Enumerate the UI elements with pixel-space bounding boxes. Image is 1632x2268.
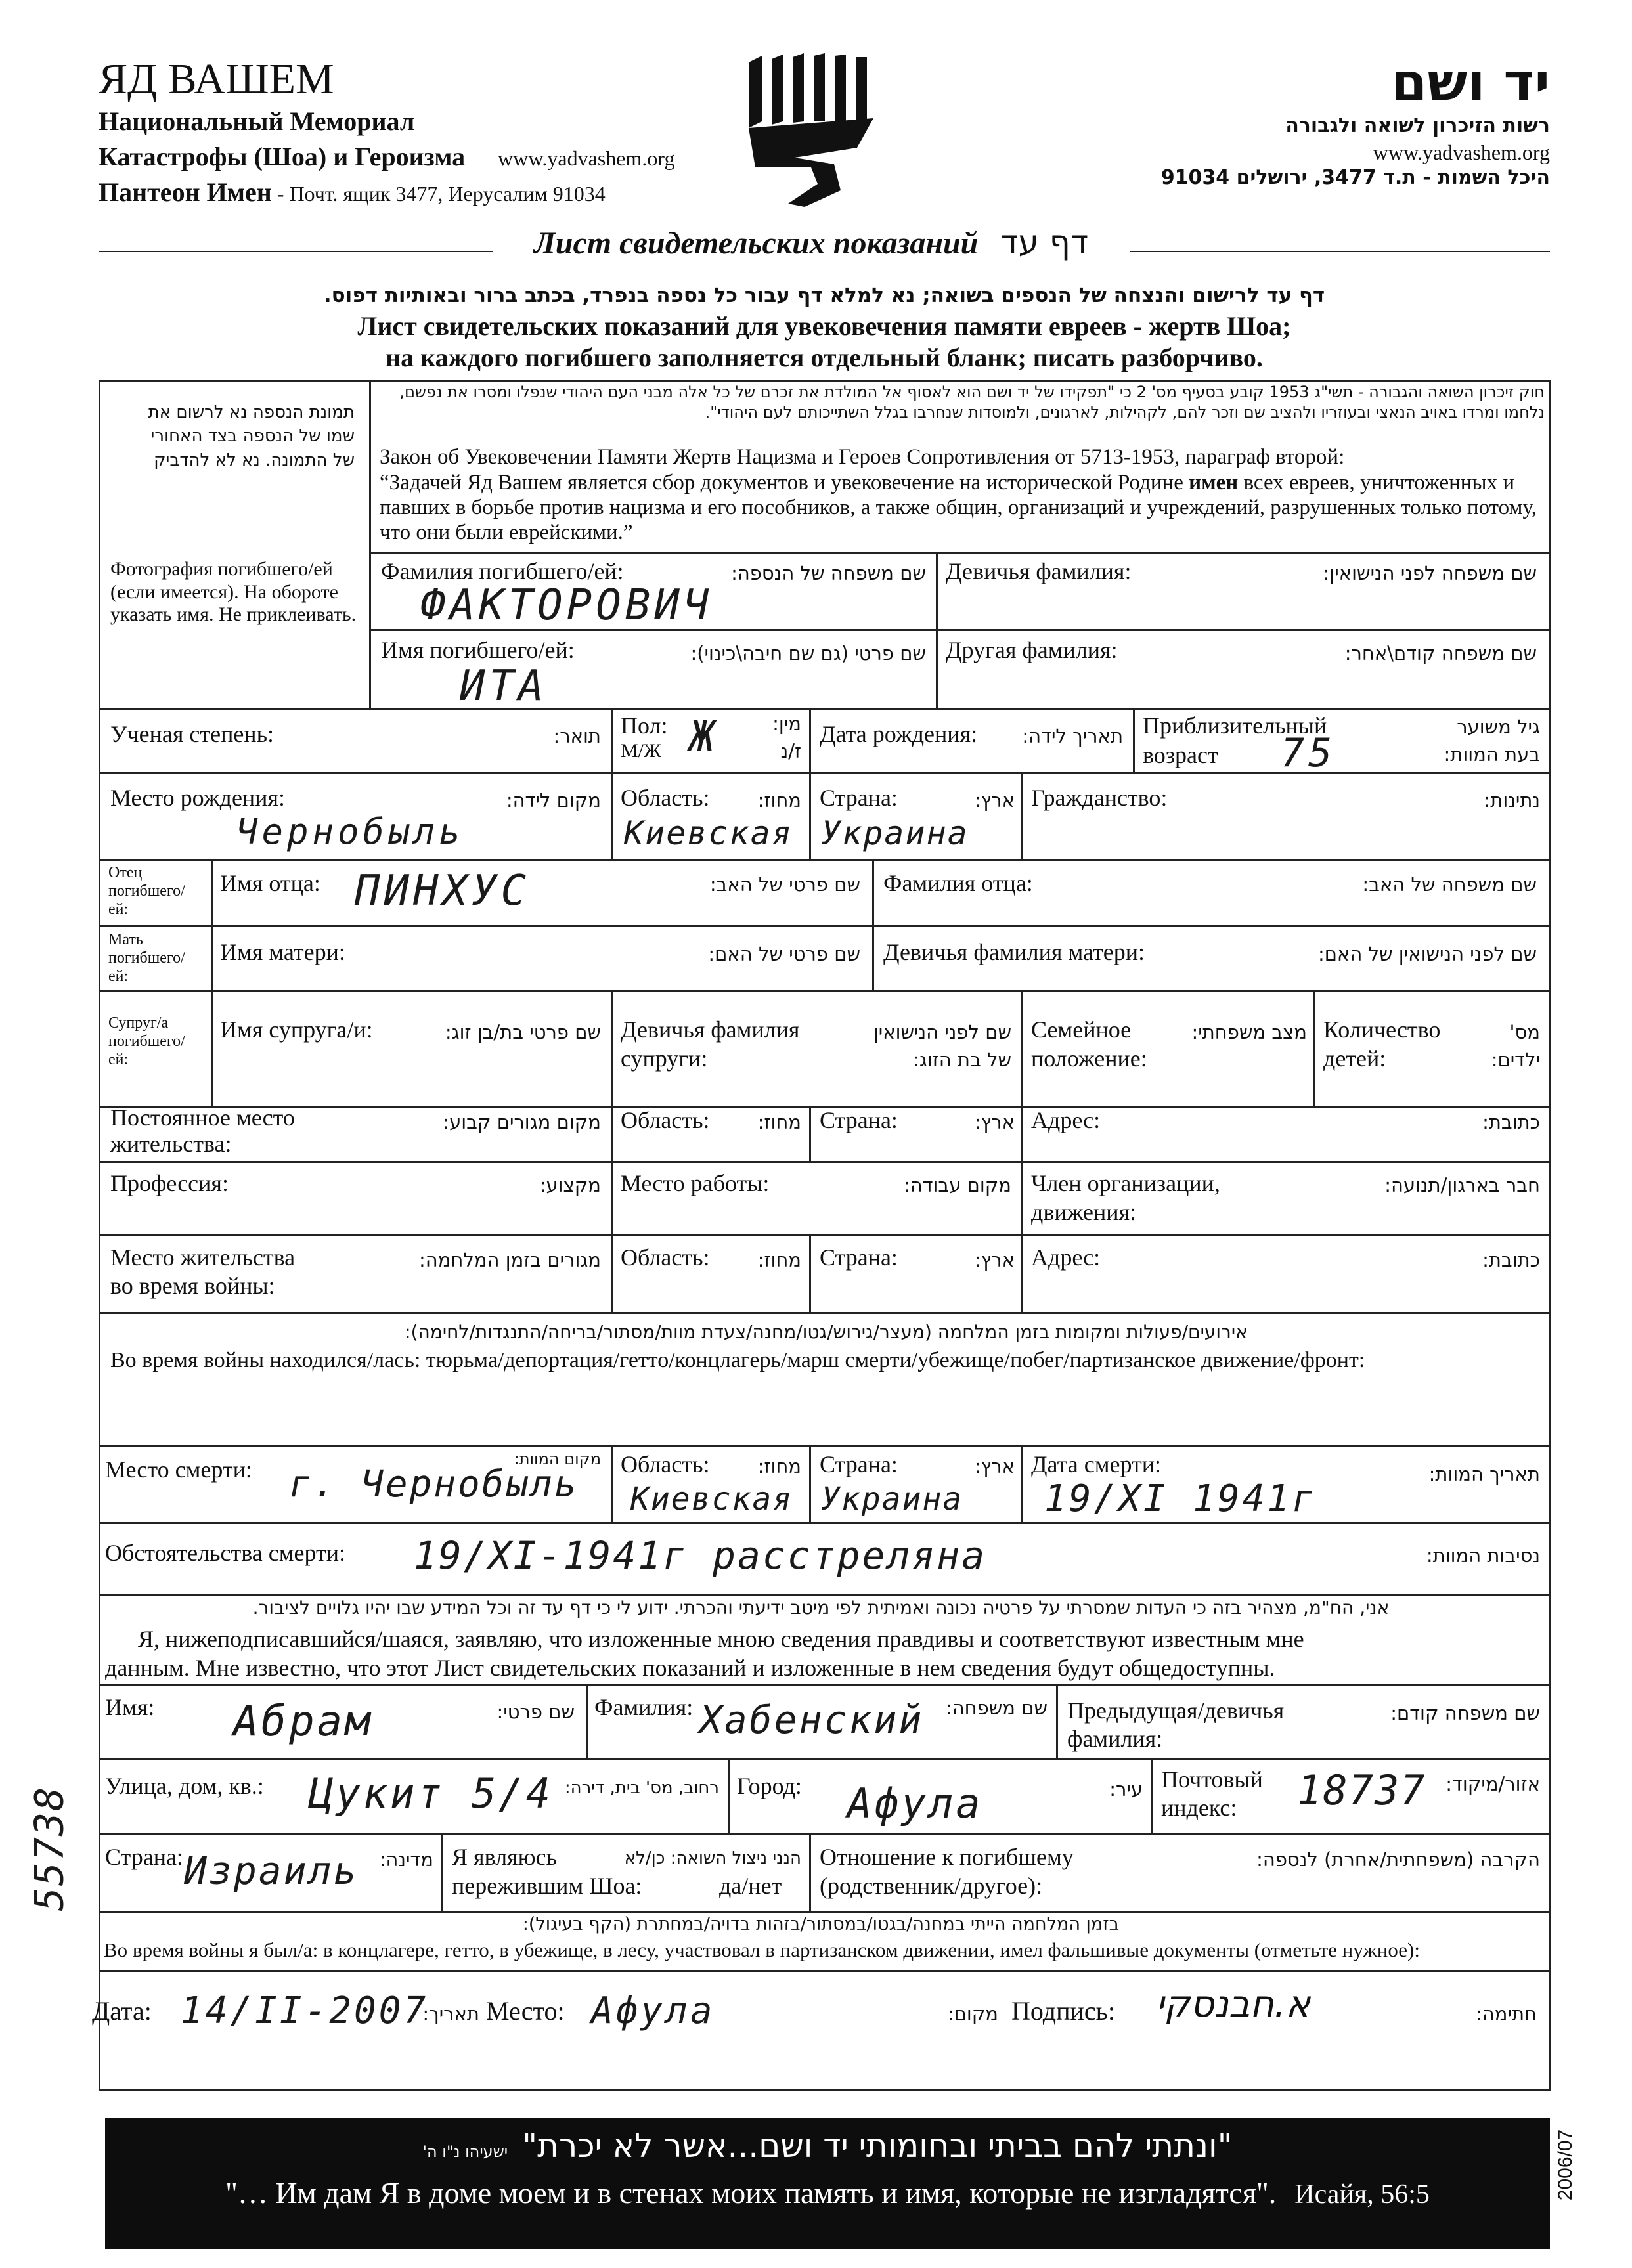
sex-label2: М/Ж [621, 740, 661, 762]
submitter-surname-value[interactable]: Хабенский [699, 1697, 924, 1742]
residence-label1: Постоянное место [110, 1104, 295, 1131]
death-place-he: מקום המוות: [514, 1450, 601, 1468]
relation-label1: Отношение к погибшему [820, 1844, 1074, 1870]
dob-divider [1133, 708, 1135, 772]
footer-place-he: מקום: [947, 2003, 998, 2025]
sub-addr-divider1 [728, 1758, 730, 1833]
spouse-divider1 [611, 990, 613, 1106]
survivor-he: הנני ניצול השואה: כן/לא [624, 1848, 801, 1868]
profession-label: Профессия: [110, 1170, 229, 1196]
banner-he-source: ישעיהו נ"ו ה' [422, 2143, 508, 2161]
spouse-side2: погибшего/ [108, 1033, 185, 1050]
victim-surname-value[interactable]: ФАКТОРОВИЧ [420, 581, 713, 630]
banner-ru-row [105, 2165, 1550, 2210]
birth-divider1 [611, 772, 613, 859]
victim-firstname-he: שם פרטי (גם שם חיבה\כינוי): [690, 642, 926, 665]
birthplace-label: Место рождения: [110, 785, 286, 811]
family-status-label1: Семейное [1031, 1016, 1132, 1043]
row-profession-bottom [99, 1234, 1551, 1236]
survivor-options[interactable]: да/нет [719, 1873, 782, 1899]
children-he1: מס' [1509, 1021, 1540, 1043]
spouse-side1: Супруг/а [108, 1014, 169, 1032]
submitter-street-he: רחוב, מס' בית, דירה: [564, 1778, 719, 1798]
children-label2: детей: [1323, 1045, 1386, 1072]
submitter-country-he: מדינה: [379, 1848, 433, 1871]
death-circumstances-label: Обстоятельства смерти: [105, 1540, 345, 1566]
workplace-he: מקום עבודה: [903, 1174, 1011, 1196]
title-rule-right [1130, 251, 1550, 252]
organization-label2: движения: [1031, 1199, 1137, 1225]
law-ru2-a: “Задачей Яд Вашем является сбор документов и увековечение на исторической Родине [380, 471, 1189, 494]
submitter-city-label: Город: [737, 1773, 802, 1799]
submitter-prev-label2: фамилия: [1067, 1726, 1163, 1752]
children-he2: ילדים: [1491, 1049, 1540, 1071]
victim-firstname-label: Имя погибшего/ей: [381, 637, 575, 663]
header-he [1130, 53, 1550, 191]
footer-place-value[interactable]: Афула [591, 1990, 715, 2032]
instructions [99, 281, 1550, 374]
spouse-maiden-he1: שם לפני הנישואין [873, 1021, 1011, 1043]
mother-name-he: שם פרטי של האם: [708, 943, 860, 965]
submitter-city-value[interactable]: Афула [847, 1779, 983, 1827]
ru-org-line1: Национальный Мемориал [99, 106, 415, 136]
death-divider1 [611, 1445, 613, 1522]
war-res-divider2 [809, 1234, 811, 1312]
form-title-he: דף עד [1000, 223, 1089, 261]
age-he1: גיל משוער [1457, 716, 1540, 738]
he-org-line3: היכל השמות - ת.ד 3477, ירושלים 91034 [1160, 165, 1550, 189]
degree-he: תואר: [553, 725, 601, 747]
mother-side1: Мать [108, 931, 143, 948]
res-address-label: Адрес: [1031, 1107, 1101, 1133]
law-ru2 [380, 471, 1549, 546]
footer-date-value[interactable]: 14/II-2007 [181, 1990, 429, 2032]
birth-region-value[interactable]: Киевская [624, 814, 793, 852]
ru-org-line3-row [99, 175, 729, 210]
mother-maiden-label: Девичья фамилия матери: [883, 939, 1145, 965]
victim-maiden-label: Девичья фамилия: [946, 558, 1132, 584]
sex-divider [809, 708, 811, 772]
organization-he: חבר בארגון/תנועה: [1384, 1174, 1540, 1196]
citizenship-label: Гражданство: [1031, 785, 1168, 811]
war-res-divider1 [611, 1234, 613, 1312]
birthplace-he: מקום לידה: [506, 789, 601, 812]
age-value[interactable]: 75 [1281, 730, 1336, 776]
victim-othername-he: שם משפחה קודם\אחר: [1344, 642, 1537, 665]
instructions-ru1: Лист свидетельских показаний для увековечения памяти евреев - жертв Шоа; [357, 311, 1291, 341]
father-surname-he: שם משפחה של האב: [1362, 873, 1537, 896]
sex-he1: מין: [772, 712, 801, 735]
law-ru2-c: всех евреев, уничтоженных и павших в борьбе против нацизма и его пособников, а также общин, организаций и учреждений, разрушенных только потому, что они были еврейскими.” [380, 471, 1537, 544]
citizenship-he: נתינות: [1484, 789, 1540, 812]
victim-maiden-he: שם משפחה לפני הנישואין: [1323, 562, 1537, 584]
workplace-label: Место работы: [621, 1170, 770, 1196]
res-address-he: כתובת: [1482, 1111, 1540, 1133]
sub-addr-divider2 [1151, 1758, 1153, 1833]
footer-signature[interactable]: א.חבנסקי [1156, 1983, 1311, 2026]
ru-org-line3-bold: Пантеон Имен [99, 177, 272, 207]
residence-he: מקום מגורים קבוע: [443, 1111, 601, 1133]
form-title-ru: Лист свидетельских показаний [533, 226, 979, 261]
ru-org-address: - Почт. ящик 3477, Иерусалим 91034 [271, 181, 606, 206]
spouse-name-he: שם פרטי בת/בן זוג: [445, 1021, 601, 1043]
organization-label1: Член организации, [1031, 1170, 1220, 1196]
scripture-banner [105, 2118, 1550, 2249]
photo-note-ru: Фотография погибшего/ей (если имеется). На обороте указать имя. Не приклеивать. [110, 558, 357, 625]
ru-org-line2-row [99, 139, 729, 175]
victim-firstname-value[interactable]: ИТА [460, 662, 548, 710]
submitter-name-label: Имя: [105, 1694, 155, 1720]
family-status-he: מצב משפחתי: [1191, 1021, 1307, 1043]
row-war-residence-bottom [99, 1312, 1551, 1314]
death-country-he: ארץ: [974, 1455, 1015, 1477]
birth-region-he: מחוז: [757, 789, 801, 812]
res-region-label: Область: [621, 1107, 710, 1133]
father-divider [872, 859, 874, 990]
submitter-war-ru: Во время войны я был/а: в концлагере, гетто, в убежище, в лесу, участвовал в партизанском движении, имел фальшивые документы (отметьте нужное): [104, 1938, 1420, 1961]
sub-name-divider1 [586, 1684, 588, 1758]
instructions-ru2: на каждого погибшего заполняется отдельный бланк; писать разборчиво. [386, 342, 1263, 372]
father-surname-label: Фамилия отца: [883, 870, 1033, 896]
law-bottom [369, 552, 1551, 554]
victim-surname-he: שם משפחה של הנספה: [731, 562, 926, 584]
birthplace-value[interactable]: Чернобыль [236, 811, 464, 852]
spouse-maiden-label1: Девичья фамилия [621, 1016, 800, 1043]
death-date-value[interactable]: 19/XI 1941г [1044, 1477, 1317, 1520]
war-residence-label2: во время войны: [110, 1273, 275, 1299]
photo-bottom [99, 708, 1551, 710]
birth-divider3 [1021, 772, 1023, 859]
relation-label2: (родственник/другое): [820, 1873, 1043, 1899]
res-region-he: מחוז: [757, 1111, 801, 1133]
banner-he-quote: "ונתתי להם בביתי ובחומותי יד ושם...אשר לא יכרת" [522, 2127, 1233, 2165]
birth-region-label: Область: [621, 785, 710, 811]
sex-he2: ז/נ [780, 740, 801, 762]
row-residence-bottom [99, 1161, 1551, 1163]
he-url: www.yadvashem.org [1373, 140, 1550, 164]
row-war-events-bottom [99, 1445, 1551, 1447]
banner-ru-quote: "… Им дам Я в доме моем и в стенах моих память и имя, которые не изгладятся". [225, 2176, 1277, 2210]
footer-place-label: Место: [486, 1996, 565, 2026]
mother-side3: ей: [108, 968, 129, 985]
row-mother-bottom [99, 990, 1551, 992]
submitter-country-value[interactable]: Израиль [184, 1848, 359, 1893]
death-divider3 [1021, 1445, 1023, 1522]
dob-label: Дата рождения: [820, 721, 978, 747]
war-events-he: אירועים/פעולות ומקומות בזמן המלחמה (מעצר/גירוש/גטו/מחנה/צעדת מוות/מסתור/בריחה/התנגדות/לחימה): [405, 1321, 1248, 1343]
spouse-name-label: Имя супруга/и: [220, 1016, 373, 1043]
submitter-zip-he: אזור/מיקוד: [1445, 1773, 1540, 1795]
row-submitter-war-bottom [99, 1970, 1551, 1972]
death-circumstances-value[interactable]: 19/XI-1941г расстреляна [414, 1533, 987, 1578]
submitter-prev-label1: Предыдущая/девичья [1067, 1697, 1285, 1724]
yad-vashem-logo [742, 49, 887, 213]
header-ru [99, 56, 729, 210]
mother-side2: погибшего/ [108, 949, 185, 967]
father-name-label: Имя отца: [220, 870, 320, 896]
submitter-street-value[interactable]: Цукит 5/4 [309, 1770, 553, 1818]
ru-org-title: ЯД ВАШЕМ [99, 55, 334, 103]
declaration-ru2: данным. Мне известно, что этот Лист свидетельских показаний и изложенные в нем сведения будут общедоступны. [105, 1655, 1275, 1681]
submitter-street-label: Улица, дом, кв.: [105, 1773, 264, 1799]
row-death-bottom [99, 1522, 1551, 1524]
war-country-label: Страна: [820, 1244, 898, 1271]
photo-divider [369, 380, 371, 708]
survivor-label1: Я являюсь [452, 1844, 557, 1870]
death-region-value[interactable]: Киевская [630, 1481, 793, 1517]
birth-country-value[interactable]: Украина [821, 814, 969, 852]
mother-name-label: Имя матери: [220, 939, 345, 965]
children-label1: Количество [1323, 1016, 1441, 1043]
war-res-divider3 [1021, 1234, 1023, 1312]
submitter-surname-he: שם משפחה: [945, 1697, 1048, 1719]
father-side1: Отец [108, 864, 143, 881]
death-country-value[interactable]: Украина [821, 1481, 963, 1517]
law-ru2-b: имен [1189, 471, 1239, 494]
survivor-label2: пережившим Шоа: [452, 1873, 642, 1899]
row-circumstances-bottom [99, 1594, 1551, 1596]
death-date-label: Дата смерти: [1031, 1451, 1162, 1477]
row-father-bottom [99, 925, 1551, 927]
law-ru1: Закон об Увековечении Памяти Жертв Нацизма и Героев Сопротивления от 5713-1953, параграф второй: [380, 445, 1345, 469]
spouse-side3: ей: [108, 1051, 129, 1068]
footer-date-he: תאריך: [422, 2003, 479, 2025]
war-region-he: מחוז: [757, 1249, 801, 1271]
banner-he-row [105, 2118, 1550, 2165]
death-circumstances-he: נסיבות המוות: [1426, 1544, 1540, 1567]
dob-he: תאריך לידה: [1022, 725, 1123, 747]
death-place-value[interactable]: г. Чернобыль [289, 1463, 579, 1506]
he-org-line1: רשות הזיכרון לשואה ולגבורה [1285, 114, 1550, 137]
death-region-label: Область: [621, 1451, 710, 1477]
father-side2: погибшего/ [108, 883, 185, 900]
mother-maiden-he: שם לפני הנישואין של האם: [1318, 943, 1537, 965]
father-name-he: שם פרטי של האב: [709, 873, 860, 896]
footer-sign-label: Подпись: [1011, 1996, 1116, 2026]
submitter-name-value[interactable]: Абрам [233, 1697, 373, 1746]
submitter-zip-value[interactable]: 18737 [1297, 1766, 1426, 1814]
birth-country-he: ארץ: [974, 789, 1015, 812]
submitter-zip-label1: Почтовый [1161, 1766, 1263, 1793]
sub-name-divider2 [1056, 1684, 1058, 1758]
age-he2: בעת המוות: [1444, 743, 1540, 766]
war-events-ru: Во время войны находился/лась: тюрьма/депортация/гетто/концлагерь/марш смерти/убежище/побег/партизанское движение/фронт: [110, 1348, 1365, 1372]
death-country-label: Страна: [820, 1451, 898, 1477]
victim-surname-label: Фамилия погибшего/ей: [381, 558, 624, 584]
declaration-he: אני, הח"מ, מצהיר בזה כי העדות שמסרתי על פרטיה נכונה ואמיתית לפי מיטב ידיעתי והכרתי. ידוע לי כי דף עד זה וכל המידע שבו יהיו גלויים לציבור. [252, 1597, 1390, 1619]
degree-label: Ученая степень: [110, 721, 274, 747]
father-name-value[interactable]: ПИНХУС [355, 867, 531, 915]
submitter-name-he: שם פרטי: [496, 1701, 575, 1723]
row-submitter-name-bottom [99, 1758, 1551, 1760]
family-status-label2: положение: [1031, 1045, 1147, 1072]
father-side-divider [211, 859, 213, 1106]
spouse-divider2 [1021, 990, 1023, 1106]
title-rule-left [99, 251, 493, 252]
res-country-label: Страна: [820, 1107, 898, 1133]
victim-othername-label: Другая фамилия: [946, 637, 1118, 663]
law-he: חוק זיכרון השואה והגבורה - תשי"ג 1953 קובע בסעיף מס' 2 כי "תפקידו של יד ושם הוא לאסוף אל המולדת את זכרם של כל אלה מבני העם היהודי שנפלו ומסרו את נפשם, נלחמו ומרדו באויב הנאצי ובעוזריו ולהציב שם וזכר להם, לקהילות, לארגונים, ולמוסדות שנחרבו בגלל השתייכותם לעם היהודי". [399, 383, 1545, 422]
declaration-ru1: Я, нижеподписавшийся/шаяся, заявляю, что изложенные мною сведения правдивы и соответствуют известным мне [138, 1626, 1304, 1652]
submitter-surname-label: Фамилия: [594, 1694, 694, 1720]
war-address-label: Адрес: [1031, 1244, 1101, 1271]
spouse-maiden-he2: של בת הזוג: [913, 1049, 1011, 1071]
ru-url: www.yadvashem.org [498, 146, 675, 170]
row-submitter-address-bottom [99, 1833, 1551, 1835]
row-birth-bottom [99, 859, 1551, 861]
father-side3: ей: [108, 901, 129, 918]
birth-divider2 [809, 772, 811, 859]
he-org-title: יד ושם [1390, 52, 1550, 113]
sub-country-divider2 [809, 1833, 811, 1911]
death-date-he: תאריך המוות: [1428, 1463, 1540, 1485]
spouse-divider3 [1313, 990, 1315, 1106]
sub-country-divider1 [441, 1833, 443, 1911]
res-country-he: ארץ: [974, 1111, 1015, 1133]
war-address-he: כתובת: [1482, 1249, 1540, 1271]
war-region-label: Область: [621, 1244, 710, 1271]
photo-note-he: תמונת הנספה נא לרשום את שמו של הנספה בצד האחורי של התמונה. נא לא להדביק [148, 403, 355, 470]
war-country-he: ארץ: [974, 1249, 1015, 1271]
submitter-prev-he: שם משפחה קודם: [1390, 1702, 1540, 1724]
degree-divider [611, 708, 613, 772]
death-place-label: Место смерти: [105, 1456, 252, 1483]
form-code: 2006/07 [1555, 2129, 1577, 2201]
banner-ru-source: Исайя, 56:5 [1294, 2179, 1430, 2210]
footer-date-label: Дата: [92, 1996, 152, 2026]
residence-label2: жительства: [110, 1131, 232, 1157]
submitter-country-label: Страна: [105, 1844, 183, 1870]
age-label2: возраст [1143, 742, 1218, 768]
war-residence-he: מגורים בזמן המלחמה: [419, 1249, 601, 1271]
margin-number: 55738 [26, 1785, 73, 1911]
sex-value[interactable]: Ж [690, 712, 719, 761]
footer-sign-he: חתימה: [1476, 2003, 1537, 2025]
row-submitter-country-bottom [99, 1911, 1551, 1913]
death-region-he: מחוז: [757, 1455, 801, 1477]
ru-org-line2: Катастрофы (Шоа) и Героизма [99, 141, 466, 171]
form-title [499, 223, 1123, 261]
birth-country-label: Страна: [820, 785, 898, 811]
age-label1: Приблизительный [1143, 712, 1327, 739]
submitter-war-he: בזמן המלחמה הייתי במחנה/בגטו/במסתור/בזהות בדויה/במחתרת (הקף בעיגול): [522, 1914, 1120, 1934]
row-declaration-bottom [99, 1684, 1551, 1686]
res-divider2 [809, 1106, 811, 1161]
spouse-maiden-label2: супруги: [621, 1045, 708, 1072]
relation-he: הקרבה (משפחתית/אחרת) לנספה: [1256, 1848, 1540, 1871]
war-residence-label1: Место жительства [110, 1244, 296, 1271]
profession-he: מקצוע: [539, 1174, 601, 1196]
sex-label1: Пол: [621, 712, 668, 739]
death-divider2 [809, 1445, 811, 1522]
instructions-he: דף עד לרישום והנצחה של הנספים בשואה; נא למלא דף עבור כל נספה בנפרד, בכתב ברור ובאותיות דפוס. [323, 284, 1325, 307]
submitter-city-he: עיר: [1109, 1778, 1143, 1800]
submitter-zip-label2: индекс: [1161, 1795, 1237, 1821]
